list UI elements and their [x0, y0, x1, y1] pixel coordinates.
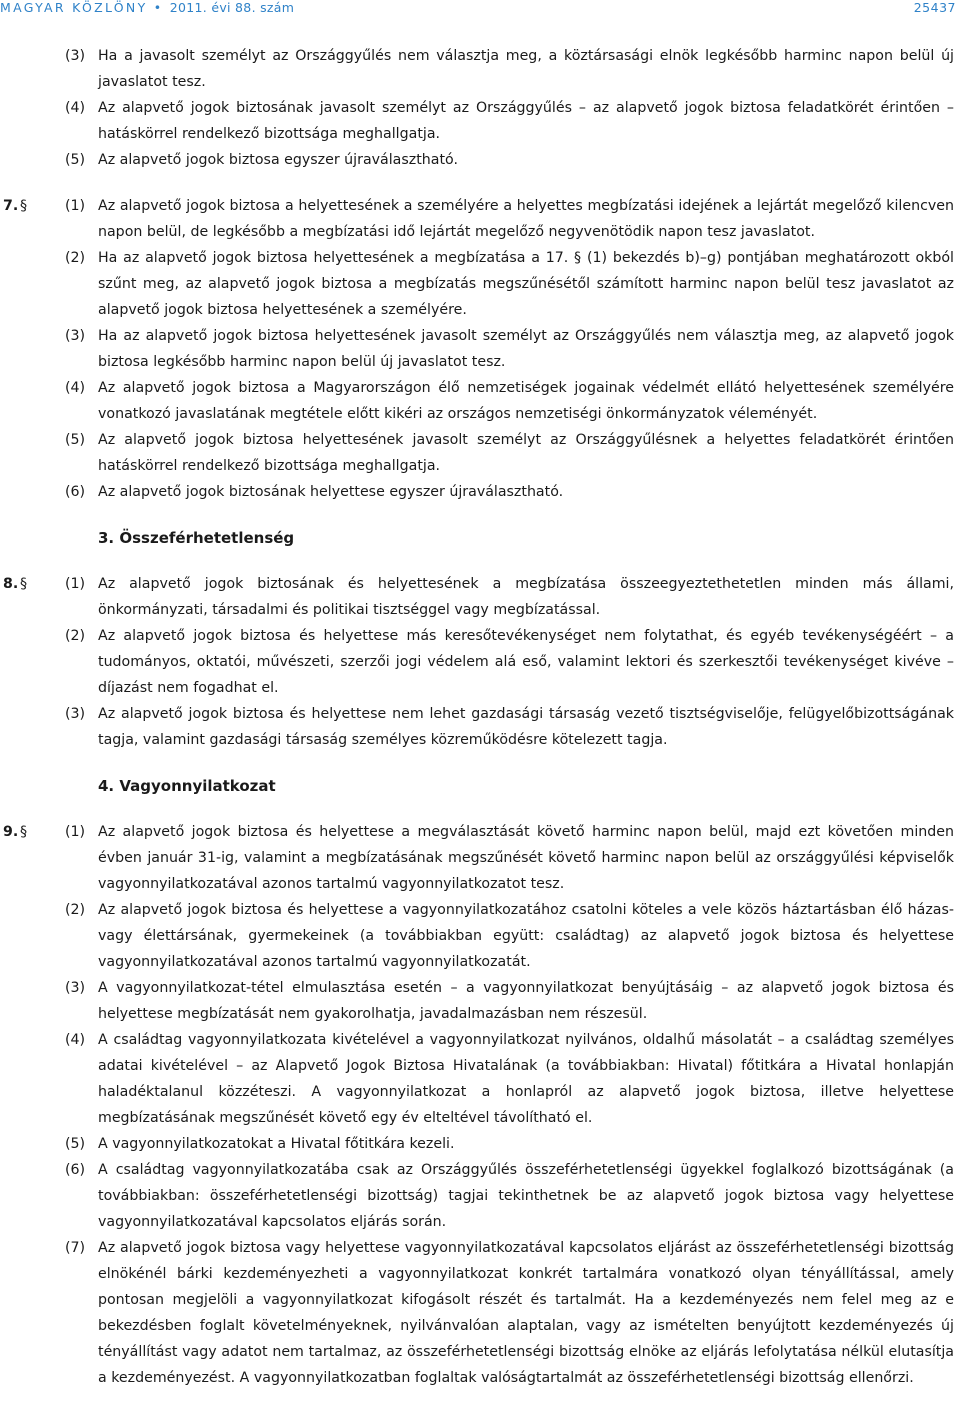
paragraph-text: Az alapvető jogok biztosának és helyettesének a megbízatása összeegyeztethetetlen minden más állami, önkormányzati, társadalmi és politikai tisztséggel vagy megbízatással. — [98, 576, 954, 618]
paragraph-number: (5) — [65, 432, 86, 448]
paragraph-text: Az alapvető jogok biztosa egyszer újraválasztható. — [98, 152, 458, 168]
header-bullet: • — [153, 0, 164, 15]
paragraph-number: (4) — [65, 380, 86, 396]
paragraph-text: Az alapvető jogok biztosa és helyettese nem lehet gazdasági társaság vezető tisztségviselője, felügyelőbizottságának tagja, valamint gazdasági társaság személyes közreműködésre kötelezett tagja. — [98, 706, 954, 748]
section-spacer — [0, 173, 960, 193]
page-number: 25437 — [913, 0, 956, 15]
paragraph — [0, 375, 960, 427]
paragraph-number: (5) — [65, 1136, 86, 1152]
section-number: 8. — [3, 576, 19, 592]
paragraph-text: Ha az alapvető jogok biztosa helyettesének a megbízatása a 17. § (1) bekezdés b)–g) pontjában meghatározott okból szűnt meg, az alapvető jogok biztosa a megbízatás megszűnésétől számított harminc napon belül tesz javaslatot az alapvető jogok biztosa helyettesének a személyére. — [98, 250, 954, 318]
paragraph — [0, 479, 960, 505]
section-spacer — [0, 551, 960, 571]
paragraph-text: Az alapvető jogok biztosa a Magyarországon élő nemzetiségek jogainak védelmét ellátó helyettesének személyére vonatkozó javaslatának megtétele előtt kikéri az országos nemzetiségi önkormányzatok véleményét. — [98, 380, 954, 422]
paragraph-text: A vagyonnyilatkozat-tétel elmulasztása esetén – a vagyonnyilatkozat benyújtásáig – az alapvető jogok biztosa és helyettese megbízatását nem gyakorolhatja, javadalmazásban nem részesül. — [98, 980, 954, 1022]
section-symbol: § — [20, 576, 28, 592]
paragraph-text: Az alapvető jogok biztosa és helyettese a vagyonnyilatkozatához csatolni köteles a vele közös háztartásban élő házas- vagy élettársának, gyermekeinek (a továbbiakban együtt: családtag) az alapvető jogok biztosa és helyettese vagyonnyilatkozatával azonos tartalmú vagyonnyilatkozatát. — [98, 902, 954, 970]
paragraph — [0, 819, 960, 897]
paragraph — [0, 623, 960, 701]
section-spacer — [0, 505, 960, 525]
paragraph-text: Az alapvető jogok biztosa és helyettese más keresőtevékenységet nem folytathat, és egyéb tevékenységéért – a tudományos, oktatói, művészeti, szerzői jogi védelem alá eső, valamint lektori és szerkesztői tevékenységet kivéve – díjazást nem fogadhat el. — [98, 628, 954, 696]
paragraph-number: (3) — [65, 48, 86, 64]
section-spacer — [0, 753, 960, 773]
paragraph-text: A családtag vagyonnyilatkozatába csak az Országgyűlés összeférhetetlenségi ügyekkel foglalkozó bizottságának (a továbbiakban: összeférhetetlenségi bizottság) tagjai tekinthetnek be az alapvető jogok biztosa vagy helyettese vagyonnyilatkozatával kapcsolatos eljárás során. — [98, 1162, 954, 1230]
issue-label: 2011. évi 88. szám — [169, 0, 295, 15]
paragraph — [0, 1131, 960, 1157]
paragraph — [0, 1235, 960, 1391]
paragraph — [0, 701, 960, 753]
paragraph — [0, 897, 960, 975]
section-number: 9. — [3, 824, 19, 840]
chapter-heading: 4. Vagyonnyilatkozat — [98, 777, 276, 795]
paragraph-number: (4) — [65, 1032, 86, 1048]
paragraph-text: Ha a javasolt személyt az Országgyűlés nem választja meg, a köztársasági elnök legkésőbb harminc napon belül új javaslatot tesz. — [98, 48, 954, 90]
section-symbol: § — [20, 824, 28, 840]
paragraph — [0, 1157, 960, 1235]
document-body — [0, 43, 960, 1391]
paragraph-number: (1) — [65, 198, 86, 214]
paragraph-text: Az alapvető jogok biztosa és helyettese a megválasztását követő harminc napon belül, majd ezt követően minden évben január 31-ig, valamint a megbízatásának megszűnését követő harminc napon belül az országgyűlési képviselők vagyonnyilatkozatával azonos tartalmú vagyonnyilatkozatot tesz. — [98, 824, 954, 892]
journal-issue-line — [0, 0, 294, 15]
paragraph-text: Az alapvető jogok biztosa helyettesének javasolt személyt az Országgyűlésnek a helyettes feladatkörét érintően hatáskörrel rendelkező bizottsága meghallgatja. — [98, 432, 954, 474]
paragraph — [0, 147, 960, 173]
paragraph-text: Az alapvető jogok biztosa vagy helyettese vagyonnyilatkozatával kapcsolatos eljárást az összeférhetetlenségi bizottság elnökénél bárki kezdeményezheti a vagyonnyilatkozat konkrét tartalmára vonatkozó olyan tényállítással, amely pontosan megjelöli a vagyonnyilatkozat kifogásolt részét és tartalmát. Ha a kezdeményezés nem felel meg az e bekezdésben foglalt követelményeknek, nyilvánvalóan alaptalan, vagy az ismételten benyújtott kezdeményezés új tényállítást vagy adatot nem tartalmaz, az összeférhetetlenségi bizottság elnöke az eljárás lefolytatása nélkül elutasítja a kezdeményezést. A vagyonnyilatkozatban foglaltak valóságtartalmát az összeférhetetlenségi bizottság ellenőrzi. — [98, 1240, 954, 1386]
paragraph-number: (3) — [65, 706, 86, 722]
paragraph — [0, 1027, 960, 1131]
paragraph-number: (2) — [65, 628, 86, 644]
paragraph — [0, 43, 960, 95]
paragraph-number: (2) — [65, 250, 86, 266]
section-number: 7. — [3, 198, 19, 214]
section-symbol: § — [20, 198, 28, 214]
paragraph-number: (6) — [65, 484, 86, 500]
page-header — [0, 0, 960, 16]
paragraph-number: (7) — [65, 1240, 86, 1256]
paragraph — [0, 95, 960, 147]
paragraph-number: (5) — [65, 152, 86, 168]
paragraph-number: (1) — [65, 576, 86, 592]
paragraph-number: (1) — [65, 824, 86, 840]
paragraph — [0, 245, 960, 323]
paragraph — [0, 571, 960, 623]
paragraph-text: Ha az alapvető jogok biztosa helyettesének javasolt személyt az Országgyűlés nem választja meg, az alapvető jogok biztosa legkésőbb harminc napon belül új javaslatot tesz. — [98, 328, 954, 370]
paragraph-text: Az alapvető jogok biztosának helyettese egyszer újraválasztható. — [98, 484, 564, 500]
paragraph-number: (3) — [65, 328, 86, 344]
chapter-heading: 3. Összeférhetetlenség — [98, 529, 295, 547]
paragraph-number: (4) — [65, 100, 86, 116]
paragraph — [0, 193, 960, 245]
paragraph-text: Az alapvető jogok biztosának javasolt személyt az Országgyűlés – az alapvető jogok biztosa feladatkörét érintően – hatáskörrel rendelkező bizottsága meghallgatja. — [98, 100, 954, 142]
paragraph-text: A családtag vagyonnyilatkozata kivételével a vagyonnyilatkozat nyilvános, oldalhű másolatát – a családtag személyes adatai kivételével – az Alapvető Jogok Biztosa Hivatalának (a továbbiakban: Hivatal) főtitkára a Hivatal honlapján haladéktalanul közzéteszi. A vagyonnyilatkozat a honlapról az alapvető jogok biztosa, illetve helyettese megbízatásának megszűnését követő egy év elteltével távolítható el. — [98, 1032, 954, 1126]
paragraph-text: Az alapvető jogok biztosa a helyettesének a személyére a helyettes megbízatási idejének a lejártát megelőző kilencven napon belül, de legkésőbb a megbízatási idő lejártát megelőző negyvenötödik napon tesz javaslatot. — [98, 198, 954, 240]
paragraph — [0, 427, 960, 479]
journal-title: MAGYAR KÖZLÖNY — [0, 0, 148, 15]
section-spacer — [0, 799, 960, 819]
paragraph-number: (2) — [65, 902, 86, 918]
paragraph-number: (3) — [65, 980, 86, 996]
paragraph — [0, 323, 960, 375]
paragraph-text: A vagyonnyilatkozatokat a Hivatal főtitkára kezeli. — [98, 1136, 455, 1152]
paragraph — [0, 975, 960, 1027]
paragraph-number: (6) — [65, 1162, 86, 1178]
